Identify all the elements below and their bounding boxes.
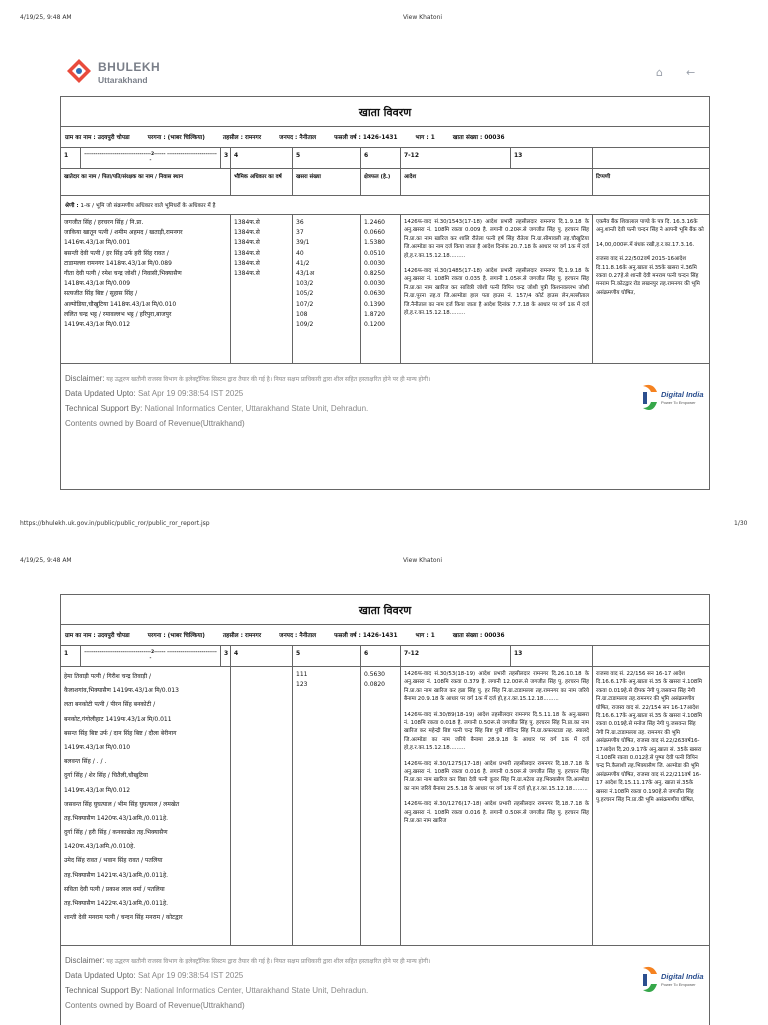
updated-value: Sat Apr 19 09:38:54 IST 2025 (137, 971, 244, 980)
remark-column (593, 667, 707, 945)
owner-line: जाकिया खातून पत्नी / शमीम अहमद / खताड़ी,रामनगर (64, 229, 183, 237)
owner-line: उमेद सिंह रावत / भवान सिंह रावत / पतलिया (64, 857, 163, 865)
column-headers (61, 169, 709, 196)
print-page-title: View Khatoni (403, 14, 443, 21)
remark-text: एकमैव बैंक शिवालाल पाण्डे के पत्र दि. 16.3.16के अनु.शान्ती देवी पत्नी चन्दन सिंह ने आपनी भूमि बैंक को (596, 219, 704, 234)
khasra-cell: 37 (296, 229, 304, 237)
owner-column (61, 667, 231, 945)
khasra-column (293, 667, 361, 945)
contents-owned: Contents owned by Board of Revenue(Uttrakhand) (65, 419, 245, 428)
order-column (401, 215, 593, 363)
area-cell: 0.8250 (364, 269, 385, 277)
khasra-cell: 41/2 (296, 259, 310, 267)
khasra-cell: 103/2 (296, 280, 314, 288)
khata-number: खाता संख्या : 00036 (452, 633, 505, 639)
fasli-year: फसली वर्ष : 1426-1431 (334, 135, 398, 141)
khasra-cell: 111 (296, 671, 308, 678)
disclaimer-text: यह उद्धरण खतौनी राजस्व विभाग के इलेक्ट्रॉनिक सिस्टम द्वारा तैयार की गई है। नियत सक्षम प्राधिकारी द्वारा शील सहित हस्ताक्षरित होने पर ही मान्य होगी। (106, 959, 431, 965)
khasra-cell: 36 (296, 219, 304, 226)
column-numbers (61, 646, 709, 667)
tehsil: तहसील : रामनगर (222, 633, 262, 639)
year-cell: 1384फ.से (234, 219, 260, 226)
print-page-title: View Khatoni (403, 557, 443, 564)
khata-number: खाता संख्या : 00036 (452, 135, 505, 141)
owner-line: शान्ती देवी मनराम पत्नी / चन्दन सिंह मनराम / कोटद्वार (64, 914, 183, 922)
header-order: आदेश (401, 169, 593, 195)
record-rows (61, 667, 709, 946)
header-owner: खातेदार का नाम / पिता/पति/संरक्षक का नाम / निवास स्थान (61, 169, 231, 195)
owner-line: जगजीत सिंह / हरचरन सिंह / नि.प्रा. (64, 219, 144, 226)
owner-line: 1419फ.43/1अ मि/0.010 (64, 743, 131, 751)
category-text: 1-क / भूमि जो संक्रमणीय अधिकार वाले भूमिधरों के अधिकार में है (80, 203, 216, 209)
year-cell: 1384फ.से (234, 239, 260, 247)
disclaimer-label: Disclaimer: (65, 374, 105, 383)
owner-line: 1419फ.43/1अ मि/0.012 (64, 320, 131, 328)
pargana: परगना : (भाबर चिल्किया) (147, 633, 205, 639)
header-year: भौमिक अधिकार का वर्ष (231, 169, 293, 195)
colnum-13: 13 (511, 148, 593, 168)
district: जनपद : नैनीताल (279, 135, 317, 141)
village-name: ग्राम का नाम : उदयपुरी चोपडा (65, 633, 130, 639)
khasra-cell: 108 (296, 310, 308, 318)
colnum-6: 6 (361, 646, 401, 666)
support-value: National Informatics Center, Uttarakhand State Unit, Dehradun. (144, 986, 369, 995)
order-column (401, 667, 593, 945)
bhulekh-logo[interactable] (64, 56, 160, 86)
colnum-2: -----------------------------------2------ --------------------------- (81, 148, 221, 168)
owner-line: दुर्गा सिंह / हरी सिंह / कनकाखेत तह.भिक्यासैण (64, 829, 168, 837)
year-cell: 1384फ.से (234, 269, 260, 277)
colnum-7-12: 7-12 (401, 646, 511, 666)
page-footer (61, 946, 709, 1022)
document-title: खाता विवरण (61, 97, 709, 127)
technical-support (65, 404, 705, 413)
owner-line: कैलाशगांव,भिक्यासैण 1419फ.43/1अ मि/0.013 (64, 687, 179, 695)
print-page-number: 1/30 (734, 520, 748, 527)
updated-value: Sat Apr 19 09:38:54 IST 2025 (137, 389, 244, 398)
data-updated (65, 389, 705, 398)
owner-line: तह.भिक्यासैण 1420फ.43/1अमि./0.011हे. (64, 814, 169, 822)
site-state: Uttarakhand (98, 75, 148, 85)
colnum-14 (593, 646, 707, 666)
khasra-cell: 109/2 (296, 320, 314, 328)
column-numbers (61, 148, 709, 169)
disclaimer (65, 374, 705, 383)
khasra-cell: 43/1अ (296, 269, 315, 277)
colnum-2: -----------------------------------2------ --------------------------- (81, 646, 221, 666)
area-cell: 0.0030 (364, 280, 385, 288)
part: भाग : 1 (415, 633, 435, 639)
category-label: श्रेणी : (65, 203, 79, 209)
remark-text: राजस्व वाद सं. 22/156 सन 16-17 आदेश दि.16.6.17के अनु.खाता सं.35 के खसरा नं.108मि रकवा 0.019हे.से दीपक नेगी पु.जसवन्त सिंह नेगी नि.ग्रा.टाडामल्ला तह.रामनगर की भूमि असंक्रमणीय घोषित, राजस्व वाद सं. 22/154 सन 16-17आदेश दि.16.6.17के अनु.खाता सं.35 के खसरा नं.108मि रकवा 0.019हे.से मनोज सिंह नेगी पु.जसवन्त सिंह नेगी नि.ग्रा.टाडामल्ला तह. रामनगर की भूमि असंक्रमणीय घोषित, राजस्व वाद सं.22/263वर्ष16-17आदेश दि.20.9.17के अनु.खाता सं. 35के खसरा नं.108मि रकवा 0.012हे.से पुष्पा देवी पत्नी विपिन चन्द्र नि.कैलाशी तह.भिक्यासैण जि. अल्मोडा की भूमि असंक्रमणीय घोषित, राजस्व वाद सं.22/211वर्ष 16-17 आदेश दि.15.11.17के अनु. खाता सं.35के खसरा नं.108मि रकवा 0.190हे.से जगजीत सिंह पु.हरचरन सिंह नि.प्रा.की भूमि असंक्रमणीय घोषित, (596, 671, 702, 804)
part: भाग : 1 (415, 135, 435, 141)
colnum-1: 1 (61, 148, 81, 168)
owner-line: बसन्ती देवी पत्नी / हर सिंह उर्फ हरी सिंह रावत / (64, 249, 169, 257)
owner-line: दुर्गा सिंह / शेर सिंह / चितैली,चौखुटिया (64, 772, 148, 780)
owner-column (61, 215, 231, 363)
owner-line: बलवन्त सिंह / . / . (64, 758, 107, 766)
colnum-5: 5 (293, 148, 361, 168)
order-text: 1426फ-वाद सं.30/1485(17-18) आदेश प्रभारी तहसीलदार रामनगर दि.1.9.18 के अनु.खसरा नं. 108मि रकवा 0.035 है. लगानी 1.05रू.से जगजीत सिंह पु. हरचरन सिंह नि.प्रा.का नाम खारिज कर सावित्री जोशी पत्नी विपिन चन्द्र जोशी पुत्री किशनवल्लभ जोशी नि.ग्रा.पूरना तह.व जि.अल्मोडा हाल पता हाउस नं. 157/4 कोर्ट हाउस लेन,मल्लीताल जि.नैनीताल का नाम दर्ज किया जाता है आदेश दिनांक 7.7.18 के आधार पर वर्ग 1क में दर्ज हो,ह.र.का.15.12.18......... (404, 268, 589, 317)
colnum-4: 4 (231, 148, 293, 168)
disclaimer-text: यह उद्धरण खतौनी राजस्व विभाग के इलेक्ट्रॉनिक सिस्टम द्वारा तैयार की गई है। नियत सक्षम प्राधिकारी द्वारा शील सहित हस्ताक्षरित होने पर ही मान्य होगी। (106, 377, 431, 383)
year-column (231, 215, 293, 363)
print-datetime: 4/19/25, 9:48 AM (20, 557, 72, 564)
owner-line: टाडामल्ला रामनगर 1418फ.43/1अ मि/0.089 (64, 259, 172, 267)
khasra-cell: 105/2 (296, 290, 314, 298)
digital-india-logo (639, 378, 704, 418)
support-label: Technical Support By: (65, 404, 143, 413)
arrow-left-icon[interactable]: ← (686, 66, 696, 79)
remark-text: 14,00,000रू.में बंधक रखी,ह.र.का.17.3.16. (596, 241, 695, 248)
area-cell: 0.0030 (364, 259, 385, 267)
owner-line: अल्मोडिया,चौखुटिया 1418फ.43/1अ मि/0.010 (64, 300, 177, 308)
owner-line: ललित चन्द्र भट्ट / रमावल्लभ भट्ट / हरिपुरा,बाजपुर (64, 310, 172, 318)
owner-line: 1420फ.43/1अमि./0.010हे. (64, 843, 136, 851)
print-url: https://bhulekh.uk.gov.in/public/public_ror/public_ror_report.jsp (20, 520, 210, 527)
owner-line: जसवन्त सिंह घुघत्याल / भीम सिंह घुघत्याल / लमखेत (64, 800, 180, 808)
technical-support (65, 986, 705, 995)
area-column (361, 215, 401, 363)
owner-line: गीता देवी पत्नी / रमेश चन्द्र जोशी / निवासी,भिक्यासैण (64, 269, 182, 277)
village-name: ग्राम का नाम : उदयपुरी चोपडा (65, 135, 130, 141)
khasra-cell: 107/2 (296, 300, 314, 308)
updated-label: Data Updated Upto: (65, 389, 136, 398)
owner-line: बनकोट,गंगोलीहाट 1419फ.43/1अ मि/0.011 (64, 715, 172, 723)
order-text: 1426फ-वाद सं.30/89(18-19) आदेश तहसीलदार रामनगर दि.5.11.18 के अनु.खसरा नं. 108मि रकवा 0.018 है. लगानी 0.50रू.से जगजीत सिंह पु. हरचरन सिंह नि.प्रा.का नाम खारिज कर महेन्द्री बिष्ट पत्नी चन्द्र सिंह बिष्ट पुत्री गोविन्द सिंह नि.ग्रा.कफलटाडा तह. स्यालदे जि.अल्मोडा का नाम जरिये बैनामा 28.9.18 के आधार पर वर्ग 1क में दर्ज हो,ह.र.का.15.12.18......... (404, 711, 589, 752)
support-label: Technical Support By: (65, 986, 143, 995)
remark-text: राजस्व वाद सं.22/502वर्ष 2015-16आदेश दि.11.8.16के अनु.खाता सं.35के खसरा नं.36मि रकवा 0.27हे.से शान्ती देवी मनराम पत्नी चन्दन सिंह मनराम नि.कोटद्वार रोड लखनपुर तह.रामनगर की भूमि असंक्रमणीय घोषित, (596, 256, 700, 296)
colnum-3: 3 (221, 148, 231, 168)
area-cell: 1.8720 (364, 310, 385, 318)
document-title: खाता विवरण (61, 595, 709, 625)
print-datetime: 4/19/25, 9:48 AM (20, 14, 72, 21)
owner-line: हेमा तिवाड़ी पत्नी / गिरीश चन्द्र तिवाड़ी / (64, 673, 151, 680)
year-cell: 1384फ.से (234, 229, 260, 237)
owner-line: सविता देवी पत्नी / प्रकाश लाल वर्मा / पतलिया (64, 885, 165, 893)
contents-owned: Contents owned by Board of Revenue(Uttrakhand) (65, 1001, 245, 1010)
order-text: 1426फ-वाद सं.30/1276(17-18) आदेश प्रभारी तहसीलदार रामनगर दि.18.7.18 के अनु.खसरा नं. 108मि रकवा 0.016 है. लगानी 0.50रू.से जगजीत सिंह पु. हरचरन सिंह नि.प्रा.का नाम खारिज (404, 801, 589, 825)
order-text: 1426फ-वाद सं.30/53(18-19) आदेश प्रभारी तहसीलदार रामनगर दि.26.10.18 के अनु.खसरा नं. 108मि रकवा 0.379 है. लगानी 12.00रू.से जगजीत सिंह पु. हरचरन सिंह नि.प्रा.का नाम खारिज कर हन्ना सिंह पु. हर सिंह नि.ग्रा.टाडामल्ला तह.रामनगर का नाम जरिये बैनामा 20.9.18 के आधार पर वर्ग 1क में दर्ज हो,ह.र.का.15.12.18......... (404, 671, 589, 703)
owner-line: बसन्त सिंह बिष्ट उर्फ / दान सिंह बिष्ट / दौला बेरीनाग (64, 729, 177, 737)
disclaimer-label: Disclaimer: (65, 956, 105, 965)
khasra-cell: 39/1 (296, 239, 310, 247)
khata-document (60, 594, 710, 1025)
colnum-4: 4 (231, 646, 293, 666)
owner-line: लता बनकोटी पत्नी / पीरन सिंह बनकोटी / (64, 701, 156, 709)
emblem-icon (64, 56, 94, 86)
year-cell: 1384फ.से (234, 249, 260, 257)
support-value: National Informatics Center, Uttarakhand State Unit, Dehradun. (144, 404, 369, 413)
tehsil: तहसील : रामनगर (222, 135, 262, 141)
digital-india-logo (639, 960, 704, 1000)
fasli-year: फसली वर्ष : 1426-1431 (334, 633, 398, 639)
disclaimer (65, 956, 705, 965)
area-cell: 0.1200 (364, 320, 385, 328)
owner-line: तह.भिक्यासैण 1422फ.43/1अमि./0.011हे. (64, 900, 169, 907)
colnum-14 (593, 148, 707, 168)
home-icon[interactable]: ⌂ (656, 66, 663, 79)
area-cell: 0.5630 (364, 671, 385, 678)
owner-line: 1418फ.43/1अ मि/0.009 (64, 280, 131, 288)
colnum-3: 3 (221, 646, 231, 666)
owner-line: 1419फ.43/1अ मि/0.012 (64, 786, 131, 794)
year-column (231, 667, 293, 945)
page-footer (61, 364, 709, 440)
year-cell: 1384फ.से (234, 259, 260, 267)
digital-india-name: Digital India (661, 390, 704, 399)
area-cell: 0.0660 (364, 229, 385, 237)
site-name: BHULEKH (98, 60, 161, 74)
digital-india-name: Digital India (661, 972, 704, 981)
remark-column (593, 215, 707, 363)
record-rows (61, 215, 709, 364)
category-row (61, 196, 709, 215)
digital-india-icon (639, 960, 661, 1000)
digital-india-icon (639, 378, 661, 418)
order-text: 1426फ-वाद सं.30/1275(17-18) आदेश प्रभारी तहसीलदार रामनगर दि.18.7.18 के अनु.खसरा नं. 108मि रकवा 0.016 है. लगानी 0.50रू.से जगजीत सिंह पु. हरचरन सिंह नि.प्रा.का नाम खारिज कर विद्या देवी पत्नी कुवर सिंह नि.ग्रा.मटेला तह.भिक्यासैण जि.अल्मोडा का नाम जरिये बैनामा 25.5.18 के आधार पर वर्ग 1क में दर्ज हो,ह.र.का.15.12.18......... (404, 760, 589, 792)
area-cell: 1.5380 (364, 239, 385, 247)
header-remark: टिप्पणी (596, 174, 611, 180)
updated-label: Data Updated Upto: (65, 971, 136, 980)
area-cell: 0.1390 (364, 300, 385, 308)
order-text: 1426फ-वाद सं.30/1543(17-18) आदेश प्रभारी तहसीलदार रामनगर दि.1.9.18 के अनु.खसरा नं. 108मि रकवा 0.009 है. लगानी 0.20रू.से जगजीत सिंह पु. हरचरन सिंह नि.प्रा.का नाम खारिज कर शालि रौतेला पत्नी हर्ष सिंह रौतेला नि.ग्रा.सीमावली तह.चौखुटिया जि.अल्मोडा का नाम दर्ज किया जाता है आदेश दिनांक 20.7.18 के आधार पर वर्ग 1क में दर्ज हो,ह.र.का.15.12.18......... (404, 219, 589, 259)
data-updated (65, 971, 705, 980)
area-cell: 0.0820 (364, 681, 385, 689)
area-cell: 1.2460 (364, 219, 385, 226)
khasra-column (293, 215, 361, 363)
khasra-cell: 123 (296, 681, 308, 689)
digital-india-tagline: Power To Empower (661, 982, 696, 987)
info-row (61, 127, 709, 148)
colnum-5: 5 (293, 646, 361, 666)
header-area: क्षेत्रफल (हे.) (361, 169, 401, 195)
colnum-6: 6 (361, 148, 401, 168)
district: जनपद : नैनीताल (279, 633, 317, 639)
info-row (61, 625, 709, 646)
owner-line: 1416फ.43/1अ मि/0.001 (64, 239, 131, 247)
pargana: परगना : (भाबर चिल्किया) (147, 135, 205, 141)
area-cell: 0.0630 (364, 290, 385, 298)
colnum-1: 1 (61, 646, 81, 666)
area-cell: 0.0510 (364, 249, 385, 257)
colnum-7-12: 7-12 (401, 148, 511, 168)
owner-line: सत्यजीत सिंह बिष्ट / सुहास सिंह / (64, 290, 138, 298)
khata-document (60, 96, 710, 490)
area-column (361, 667, 401, 945)
header-khasra: खसरा संख्या (293, 169, 361, 195)
khasra-cell: 40 (296, 249, 304, 257)
digital-india-tagline: Power To Empower (661, 400, 696, 405)
owner-line: तह.भिक्यासैण 1421फ.43/1अमि./0.011हे. (64, 871, 169, 879)
colnum-13: 13 (511, 646, 593, 666)
